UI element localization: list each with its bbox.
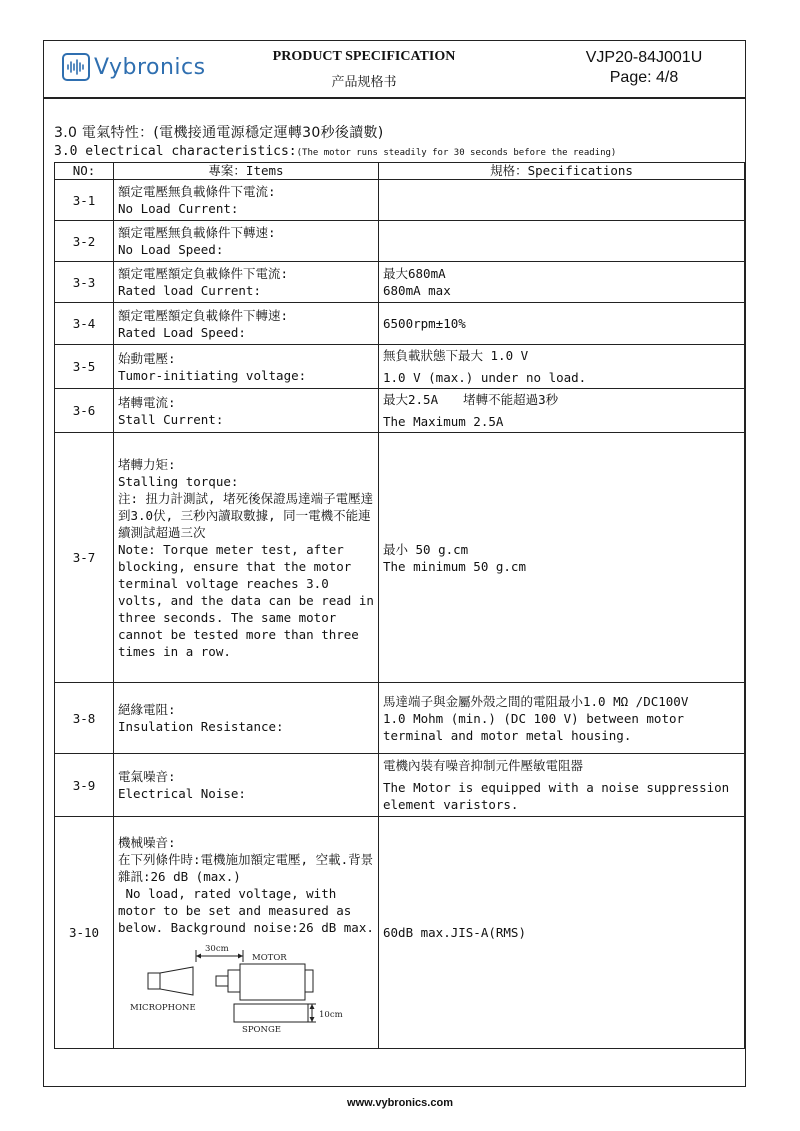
item-zh: 始動電壓: [118,350,176,366]
spec-zh: 電機內裝有噪音抑制元件壓敏電阻器 [383,758,584,773]
table-row [55,345,745,389]
table-row [55,262,745,303]
item-en: Rated load Current: [118,283,261,298]
spec-cell [379,683,745,754]
document-number: VJP20-84J001U [585,49,703,66]
sponge-block [234,1004,308,1022]
spec-en: The Motor is equipped with a noise suppression element varistors. [383,780,730,812]
table-row [55,433,745,683]
item-zh: 額定電壓額定負載條件下轉速: [118,307,289,323]
spec-zh: 無負載狀態下最大 1.0 V [383,348,529,363]
spec-cell [379,221,745,262]
column-header-spec: 規格：Specifications [379,163,745,180]
page-header [44,41,745,99]
row-number: 3-8 [55,683,114,754]
column-header-items: 專案：Items [114,163,379,180]
row-number: 3-7 [55,433,114,683]
page-number: Page: 4/8 [609,69,679,86]
spec-cell [379,180,745,221]
microphone-cone [160,967,193,995]
item-zh: 電氣噪音: [118,769,176,784]
row-number: 3-2 [55,221,114,262]
section-title-en-note: (The motor runs steadily for 30 seconds before the reading) [296,148,617,158]
table-row [55,180,745,221]
section-title-en [54,144,616,159]
spec-en: 1.0 Mohm (min.) (DC 100 V) between motor terminal and motor metal housing. [383,710,685,743]
item-en: Rated Load Speed: [118,324,246,340]
footer-url: www.vybronics.com [347,1097,453,1109]
item-en: Insulation Resistance: [118,719,284,734]
section-title-en-main: 3.0 electrical characteristics: [54,144,297,159]
motor-label: MOTOR [252,952,287,963]
motor-end [305,970,313,992]
spec-cell [379,389,745,433]
spec-cell [379,262,745,303]
item-cell [114,180,379,221]
note-en: Note: Torque meter test, after blocking, ensure that the motor terminal voltage reaches 3.0 volts, and the data can be read in three seconds. The same motor cannot be tested more than three times in a row. [118,541,374,659]
spec-en: The Maximum 2.5A [383,414,504,429]
document-title: PRODUCT SPECIFICATION [272,49,456,64]
row-number: 3-9 [55,754,114,817]
item-zh: 額定電壓無負載條件下轉速: [118,225,276,240]
microphone-body [148,973,160,989]
distance-label: 30cm [205,943,229,954]
item-en: No Load Current: [118,201,239,216]
note-zh: 在下列條件時:電機施加額定電壓, 空載.背景雜訊:26 dB (max.) [118,851,374,884]
spec-cell [379,303,745,345]
row-number: 3-1 [55,180,114,221]
spec-en: 680mA max [383,283,451,298]
item-en: Electrical Noise: [118,786,246,801]
item-zh: 額定電壓額定負載條件下電流: [118,266,289,281]
brand-name: Vybronics [94,54,206,80]
spec-value: 60dB max.JIS-A(RMS) [383,925,526,940]
item-cell [114,345,379,389]
item-zh: 堵轉電流: [118,394,176,410]
waveform-icon [62,53,90,81]
motor-body [240,964,305,1000]
spec-zh: 最大680mA [383,266,446,281]
spec-en: 1.0 V (max.) under no load. [383,370,587,385]
item-zh: 絕緣電阻: [118,702,176,717]
table-header-row [55,163,745,180]
spec-en: The minimum 50 g.cm [383,558,526,574]
row-number: 3-3 [55,262,114,303]
item-en: Tumor-initiating voltage: [118,367,307,383]
spec-cell [379,754,745,817]
item-cell [114,262,379,303]
row-number: 3-10 [55,817,114,1049]
microphone-label: MICROPHONE [130,1002,196,1013]
item-zh: 機械噪音: [118,834,176,850]
spec-cell [379,433,745,683]
item-zh: 堵轉力矩: [118,456,176,472]
noise-test-diagram [118,940,368,1032]
spec-value: 6500rpm±10% [383,316,466,331]
row-number: 3-6 [55,389,114,433]
item-en: Stalling torque: [118,473,239,489]
item-en: No Load Speed: [118,242,224,257]
table-row [55,754,745,817]
spec-table [54,162,745,1049]
table-row [55,221,745,262]
spec-zh: 馬達端子與金屬外殼之間的電阻最小1.0 MΩ /DC100V [383,693,689,709]
item-cell [114,221,379,262]
spec-zh: 最大2.5A 堵轉不能超過3秒 [383,392,559,407]
sponge-label: SPONGE [242,1024,281,1032]
item-zh: 額定電壓無負載條件下電流: [118,184,276,199]
note-en: No load, rated voltage, with motor to be set and measured as below. Background noise:26 dB max. [118,885,374,935]
item-cell [114,433,379,683]
item-cell [114,754,379,817]
column-header-no: NO: [55,163,114,180]
spec-cell [379,345,745,389]
item-cell [114,683,379,754]
item-en: Stall Current: [118,411,224,427]
item-cell [114,817,379,1049]
table-row [55,389,745,433]
brand-logo [62,53,206,81]
table-row [55,303,745,345]
page-frame [43,40,746,1087]
motor-cap [228,970,240,992]
spec-zh: 最小 50 g.cm [383,541,469,557]
table-row [55,683,745,754]
item-cell [114,389,379,433]
note-zh: 注: 扭力計測試, 堵死後保證馬達端子電壓達到3.0伏, 三秒內讀取數據, 同一電機不能連續測試超過三次 [118,490,374,540]
spec-cell [379,817,745,1049]
document-subtitle: 产品规格书 [331,75,397,90]
height-label: 10cm [319,1009,343,1020]
item-cell [114,303,379,345]
row-number: 3-5 [55,345,114,389]
section-title-zh: 3.0 電氣特性：(電機接通電源穩定運轉30秒後讀數) [54,125,384,141]
motor-shaft [216,976,228,986]
table-row [55,817,745,1049]
row-number: 3-4 [55,303,114,345]
